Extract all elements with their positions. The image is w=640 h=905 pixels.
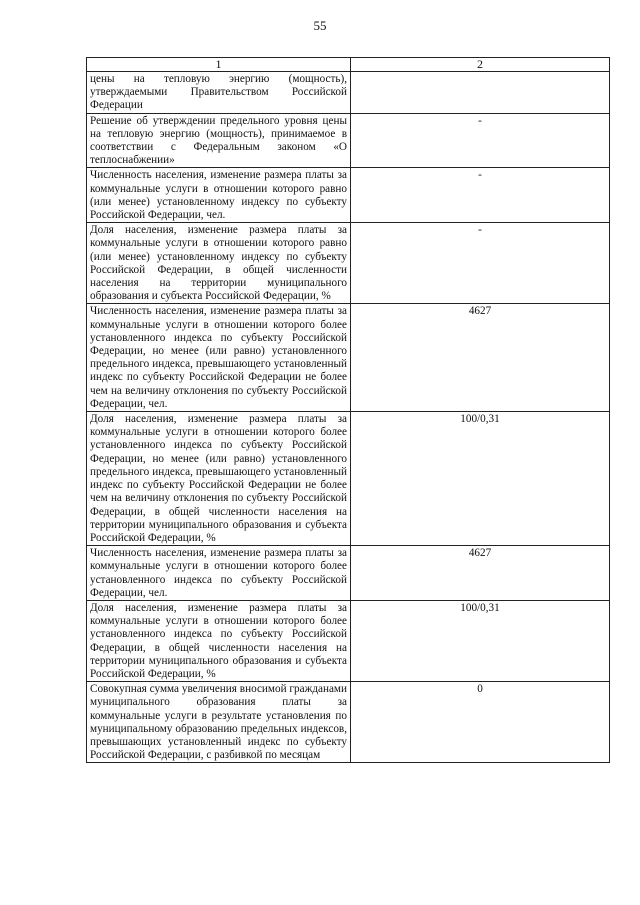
row-description: цены на тепловую энергию (мощность), утверждаемыми Правительством Российской Федерации	[87, 72, 351, 114]
row-value-text: 100/0,31	[460, 601, 500, 614]
row-value-text: -	[478, 169, 482, 182]
row-description: Доля населения, изменение размера платы за коммунальные услуги в отношении которого более установленного индекса по субъекту Российской Федерации, в общей численности населения на территории муниципального образования и субъекта Российской Федерации, %	[87, 600, 351, 681]
row-description: Численность населения, изменение размера платы за коммунальные услуги в отношении которого равно (или менее) установленному индексу по субъекту Российской Федерации, чел.	[87, 168, 351, 223]
column-header-2: 2	[351, 58, 610, 72]
row-value	[351, 600, 610, 681]
row-value	[351, 546, 610, 601]
row-value-text: 4627	[468, 305, 492, 318]
row-value	[351, 682, 610, 763]
table-row	[87, 412, 610, 546]
row-description: Решение об утверждении предельного уровня цены на тепловую энергию (мощность), принимаемое в соответствии с Федеральным законом «О теплоснабжении»	[87, 113, 351, 168]
indicator-table	[86, 57, 610, 763]
table-header-row	[87, 58, 610, 72]
row-value	[351, 113, 610, 168]
table-row	[87, 72, 610, 114]
row-value-text: -	[478, 224, 482, 237]
row-description: Совокупная сумма увеличения вносимой гражданами муниципального образования платы за коммунальные услуги в результате установления по муниципальному образованию предельных индексов, превышающих установленный индекс по субъекту Российской Федерации, с разбивкой по месяцам	[87, 682, 351, 763]
column-header-1: 1	[87, 58, 351, 72]
row-description: Доля населения, изменение размера платы за коммунальные услуги в отношении которого равно (или менее) установленному индексу по субъекту Российской Федерации, в общей численности населения на территории муниципального образования и субъекта Российской Федерации, %	[87, 223, 351, 304]
table-row	[87, 600, 610, 681]
row-value	[351, 412, 610, 546]
page-number: 55	[313, 18, 327, 33]
table-row	[87, 223, 610, 304]
row-value	[351, 168, 610, 223]
table-row	[87, 304, 610, 412]
row-description: Численность населения, изменение размера платы за коммунальные услуги в отношении которого более установленного индекса по субъекту Российской Федерации, чел.	[87, 546, 351, 601]
table-row	[87, 546, 610, 601]
row-value-text: 100/0,31	[460, 413, 500, 426]
row-description: Численность населения, изменение размера платы за коммунальные услуги в отношении которого более установленного индекса по субъекту Российской Федерации, но менее (или равно) установленного предельного индекса, превышающего установленный индекс по субъекту Российской Федерации не более чем на величину отклонения по субъекту Российской Федерации, чел.	[87, 304, 351, 412]
row-value	[351, 72, 610, 114]
row-value	[351, 304, 610, 412]
table-row	[87, 682, 610, 763]
row-value-text: 4627	[468, 547, 492, 560]
table-row	[87, 168, 610, 223]
row-value-text: -	[478, 114, 482, 127]
table-row	[87, 113, 610, 168]
row-value-text: 0	[477, 683, 483, 696]
row-description: Доля населения, изменение размера платы за коммунальные услуги в отношении которого более установленного индекса по субъекту Российской Федерации, но менее (или равно) установленного предельного индекса, превышающего установленный индекс по субъекту Российской Федерации не более чем на величину отклонения по субъекту Российской Федерации, в общей численности населения на территории муниципального образования и субъекта Российской Федерации, %	[87, 412, 351, 546]
row-value	[351, 223, 610, 304]
